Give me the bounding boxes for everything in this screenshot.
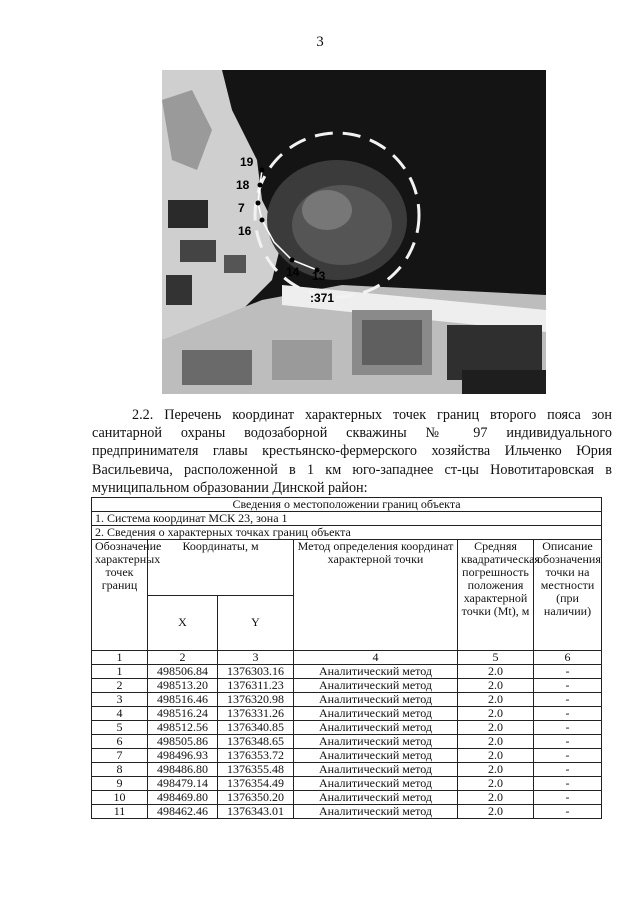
cell-method: Аналитический метод bbox=[294, 665, 458, 679]
cell-y: 1376355.48 bbox=[218, 763, 294, 777]
cell-desc: - bbox=[534, 721, 602, 735]
table-row bbox=[92, 791, 602, 805]
table-row bbox=[92, 749, 602, 763]
col-num: 6 bbox=[534, 651, 602, 665]
cell-y: 1376354.49 bbox=[218, 777, 294, 791]
cell-y: 1376340.85 bbox=[218, 721, 294, 735]
cell-mt: 2.0 bbox=[458, 735, 534, 749]
cell-y: 1376311.23 bbox=[218, 679, 294, 693]
cell-desc: - bbox=[534, 791, 602, 805]
col-num: 5 bbox=[458, 651, 534, 665]
table-row bbox=[92, 763, 602, 777]
cell-n: 6 bbox=[92, 735, 148, 749]
cell-y: 1376331.26 bbox=[218, 707, 294, 721]
cell-y: 1376350.20 bbox=[218, 791, 294, 805]
cell-desc: - bbox=[534, 777, 602, 791]
cell-desc: - bbox=[534, 805, 602, 819]
header-description: Описание обозначения точки на местности (при наличии) bbox=[534, 540, 602, 651]
coordinates-table bbox=[91, 497, 602, 819]
table-row bbox=[92, 805, 602, 819]
table-row bbox=[92, 665, 602, 679]
table-row bbox=[92, 735, 602, 749]
cell-mt: 2.0 bbox=[458, 791, 534, 805]
cell-y: 1376343.01 bbox=[218, 805, 294, 819]
cell-method: Аналитический метод bbox=[294, 721, 458, 735]
cell-mt: 2.0 bbox=[458, 777, 534, 791]
section-paragraph: 2.2. Перечень координат характерных точек границ второго пояса зон санитарной охраны водозаборной скважины № 97 индивидуального предпринимателя главы крестьянско-фермерского хозяйства Ильченко Юрия Васильевича, расположенной в 1 км юго-западнее ст-цы Новотитаровская в муниципальном образовании Динской район: bbox=[92, 407, 612, 496]
table-section-2: 2. Сведения о характерных точках границ объекта bbox=[92, 526, 602, 540]
cell-mt: 2.0 bbox=[458, 721, 534, 735]
page-number: 3 bbox=[316, 34, 324, 50]
cell-method: Аналитический метод bbox=[294, 749, 458, 763]
map-label-7: 7 bbox=[238, 201, 245, 215]
cell-x: 498462.46 bbox=[148, 805, 218, 819]
map-label-19: 19 bbox=[240, 155, 254, 169]
cell-n: 11 bbox=[92, 805, 148, 819]
cell-mt: 2.0 bbox=[458, 693, 534, 707]
cell-n: 2 bbox=[92, 679, 148, 693]
cell-method: Аналитический метод bbox=[294, 679, 458, 693]
cell-method: Аналитический метод bbox=[294, 763, 458, 777]
table-title: Сведения о местоположении границ объекта bbox=[92, 498, 602, 512]
map-label-13: 13 bbox=[312, 269, 326, 283]
cell-method: Аналитический метод bbox=[294, 805, 458, 819]
cell-method: Аналитический метод bbox=[294, 707, 458, 721]
table-section-1: 1. Система координат МСК 23, зона 1 bbox=[92, 512, 602, 526]
cell-n: 1 bbox=[92, 665, 148, 679]
cell-y: 1376353.72 bbox=[218, 749, 294, 763]
cell-x: 498469.80 bbox=[148, 791, 218, 805]
cell-desc: - bbox=[534, 735, 602, 749]
col-num: 1 bbox=[92, 651, 148, 665]
cell-x: 498479.14 bbox=[148, 777, 218, 791]
cell-desc: - bbox=[534, 763, 602, 777]
cell-n: 8 bbox=[92, 763, 148, 777]
cell-desc: - bbox=[534, 679, 602, 693]
cell-n: 4 bbox=[92, 707, 148, 721]
cell-n: 10 bbox=[92, 791, 148, 805]
map-label-14: 14 bbox=[286, 265, 300, 279]
cell-y: 1376348.65 bbox=[218, 735, 294, 749]
cell-mt: 2.0 bbox=[458, 763, 534, 777]
cell-desc: - bbox=[534, 707, 602, 721]
table-body bbox=[92, 665, 602, 819]
column-numbers-row bbox=[92, 651, 602, 665]
header-method: Метод определения координат характерной точки bbox=[294, 540, 458, 651]
table-row bbox=[92, 707, 602, 721]
cell-x: 498486.80 bbox=[148, 763, 218, 777]
cell-mt: 2.0 bbox=[458, 805, 534, 819]
cell-x: 498516.24 bbox=[148, 707, 218, 721]
cell-x: 498505.86 bbox=[148, 735, 218, 749]
cell-n: 3 bbox=[92, 693, 148, 707]
map-label-18: 18 bbox=[236, 178, 250, 192]
cell-method: Аналитический метод bbox=[294, 777, 458, 791]
cell-x: 498496.93 bbox=[148, 749, 218, 763]
aerial-map-image bbox=[162, 70, 546, 394]
cell-mt: 2.0 bbox=[458, 707, 534, 721]
col-num: 3 bbox=[218, 651, 294, 665]
cell-n: 7 bbox=[92, 749, 148, 763]
cell-n: 9 bbox=[92, 777, 148, 791]
header-designation: Обозначение характерных точек границ bbox=[92, 540, 148, 651]
cell-y: 1376320.98 bbox=[218, 693, 294, 707]
cell-method: Аналитический метод bbox=[294, 791, 458, 805]
table-row bbox=[92, 721, 602, 735]
cell-x: 498516.46 bbox=[148, 693, 218, 707]
col-num: 2 bbox=[148, 651, 218, 665]
cell-y: 1376303.16 bbox=[218, 665, 294, 679]
cell-x: 498512.56 bbox=[148, 721, 218, 735]
cell-mt: 2.0 bbox=[458, 749, 534, 763]
cell-mt: 2.0 bbox=[458, 679, 534, 693]
table-row bbox=[92, 679, 602, 693]
aerial-photo bbox=[162, 70, 546, 394]
table-row bbox=[92, 693, 602, 707]
cell-desc: - bbox=[534, 693, 602, 707]
map-label-16: 16 bbox=[238, 224, 252, 238]
cell-method: Аналитический метод bbox=[294, 735, 458, 749]
cell-n: 5 bbox=[92, 721, 148, 735]
header-coordinates: Координаты, м bbox=[148, 540, 294, 596]
header-y: Y bbox=[218, 595, 294, 651]
col-num: 4 bbox=[294, 651, 458, 665]
map-label-371: :371 bbox=[310, 291, 335, 305]
cell-desc: - bbox=[534, 749, 602, 763]
cell-mt: 2.0 bbox=[458, 665, 534, 679]
cell-x: 498506.84 bbox=[148, 665, 218, 679]
table-row bbox=[92, 777, 602, 791]
cell-desc: - bbox=[534, 665, 602, 679]
header-error: Средняя квадратическая погрешность положения характерной точки (Mt), м bbox=[458, 540, 534, 651]
header-x: X bbox=[148, 595, 218, 651]
cell-method: Аналитический метод bbox=[294, 693, 458, 707]
cell-x: 498513.20 bbox=[148, 679, 218, 693]
